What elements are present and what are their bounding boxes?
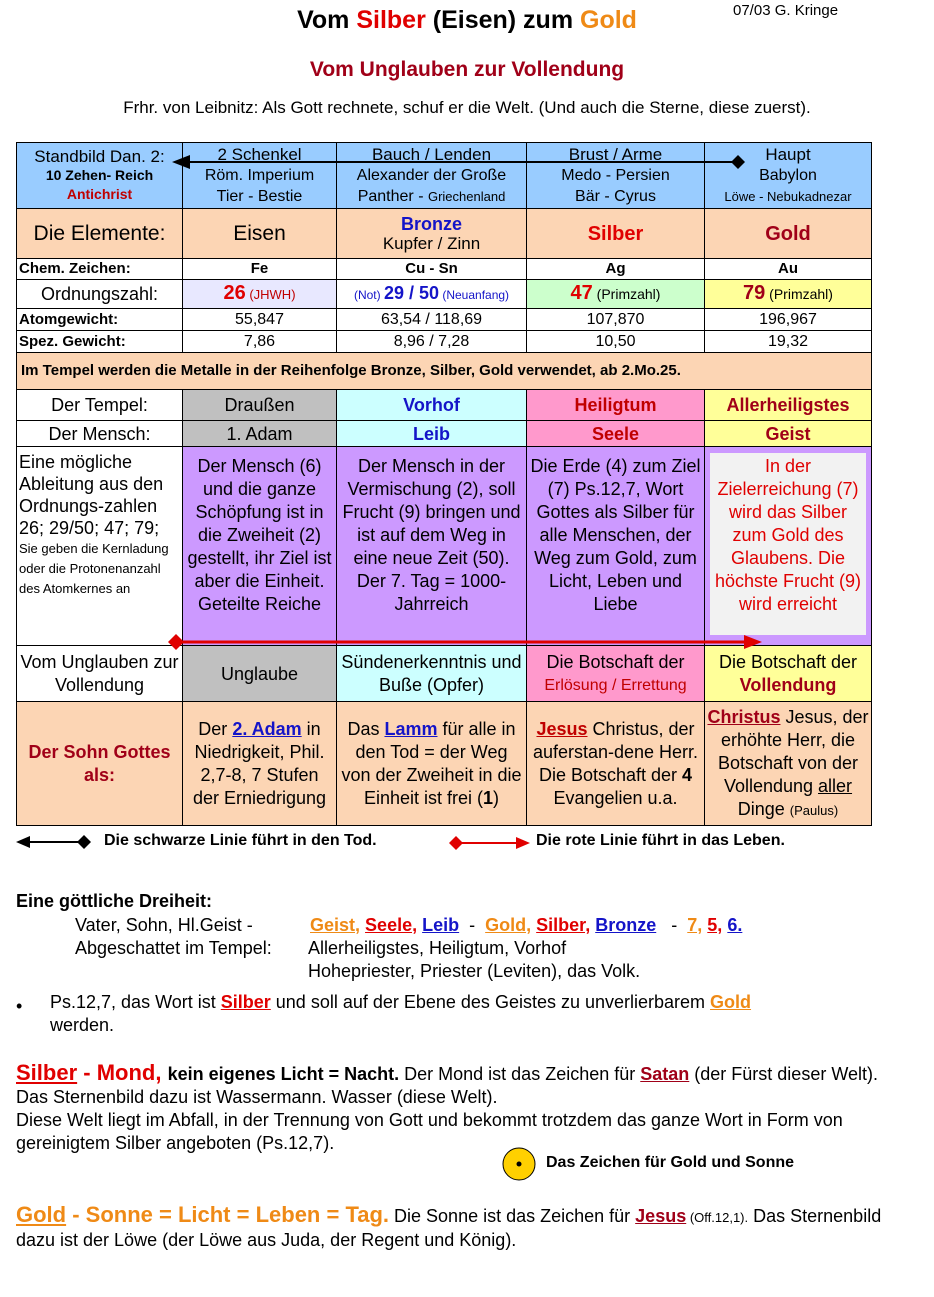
au-num: 79 [743,282,766,304]
bronze-label: Bronze [400,213,462,234]
part: Brust / Arme [568,145,663,164]
silber: Silber, [536,915,591,935]
gold-head: Gold [16,1202,67,1227]
tempel-draussen: Draußen [183,390,337,421]
bullet-text [50,991,900,1037]
bullet-part: und soll auf der Ebene des Geistes zu unverlierbarem [270,992,711,1012]
dreiheit-line3-value: Hohepriester, Priester (Leviten), das Volk. [308,961,641,981]
atom-value: 196,967 [705,309,872,331]
legend-black: Die schwarze Linie führt in den Tod. [104,832,377,849]
number-7: 7, [687,915,703,935]
title-silber: Silber [356,6,426,34]
element-gold: Gold [705,209,872,259]
sonne-head: - Sonne = Licht = Leben = Tag. [66,1202,390,1227]
geist: Geist, [310,915,361,935]
mond-head: - Mond, [77,1060,168,1085]
author-note: 07/03 G. Kringe [733,2,839,19]
legend-red-arrow [449,836,530,850]
silber-text-2: Diese Welt liegt im Abfall, in der Trennung von Gott und bekommt trotzdem das ganze Wort in Form von gereinigtem Silber angeboten (Ps.12,7). [16,1110,843,1153]
seele: Seele, [365,915,418,935]
element-silber: Silber [527,209,705,259]
bullet-silber: Silber [220,992,271,1012]
tempel-allerheiligstes: Allerheiligstes [705,390,872,421]
silber-head: Silber [16,1060,78,1085]
gold-section [16,1203,896,1252]
sohn-c4: Christus Jesus, der erhöhte Herr, die Botschaft von der Vollendung aller Dinge (Paulus) [705,702,872,826]
beast: Bär - Cyrus [575,188,656,205]
empire: Alexander der Große [356,167,507,184]
atom-value: 55,847 [183,309,337,331]
cu-num: 29 / 50 [383,283,439,303]
bronze-sub: Kupfer / Zinn [382,233,481,253]
zehen-reich: 10 Zehen- Reich [45,167,154,183]
off-ref: (Off.12,1). [686,1210,749,1225]
chem-value: Cu - Sn [337,259,527,280]
ableitung-c3: Die Erde (4) zum Ziel (7) Ps.12,7, Wort Gottes als Silber für alle Menschen, der Weg zum Gold, zum Licht, Leben und Liebe [527,447,705,646]
number-6: 6. [727,915,743,935]
empire: Röm. Imperium [204,167,315,184]
bullet-gold: Gold [710,992,752,1012]
ableitung-label: Eine mögliche Ableitung aus den Ordnungs-zahlen 26; 29/50; 47; 79; [19,452,164,538]
ableitung-label-small: Sie geben die Kernladung oder die Protonenanzahl des Atomkernes an [19,541,169,596]
jesus: Jesus [635,1206,687,1226]
dreiheit-line1-values [310,914,742,937]
vollendung: Vollendung [739,674,837,695]
cu-pre: (Not) [353,288,384,302]
mensch-adam: 1. Adam [183,421,337,447]
title-part: (Eisen) zum [425,6,580,34]
beast: Tier - Bestie [216,188,303,205]
elemente-label: Die Elemente: [17,209,183,259]
unglaube-label: Vom Unglauben zur Vollendung [17,646,183,702]
spez-value: 10,50 [527,331,705,353]
bullet-part: werden. [50,1015,115,1035]
tempel-note: Im Tempel werden die Metalle in der Reihenfolge Bronze, Silber, Gold verwendet, ab 2.Mo.25. [17,353,872,390]
mensch-seele: Seele [527,421,705,447]
bronze: Bronze [595,915,657,935]
gold-text: Die Sonne ist das Zeichen für [389,1206,636,1226]
legend-black-arrow [16,835,91,849]
atom-value: 63,54 / 118,69 [337,309,527,331]
fe-note: (JHWH) [245,287,296,302]
part: Haupt [765,145,811,164]
dreiheit-line2-label: Abgeschattet im Tempel: [75,938,272,958]
sohn-label: Der Sohn Gottes als: [17,702,183,826]
number-5: 5, [707,915,723,935]
mensch-leib: Leib [337,421,527,447]
unglaube-c1: Unglaube [183,646,337,702]
black-arrow-in-table [172,155,745,169]
botschaft-label: Die Botschaft der [718,651,858,672]
sohn-c3: Jesus Christus, der auferstan-dene Herr. Die Botschaft der 4 Evangelien u.a. [527,702,705,826]
chem-value: Ag [527,259,705,280]
ableitung-c1: Der Mensch (6) und die ganze Schöpfung ist in die Zweiheit (2) gestellt, ihr Ziel ist aber die Einheit. Geteilte Reiche [183,447,337,646]
cu-note: (Neuanfang) [439,288,510,302]
dreiheit-title: Eine göttliche Dreiheit: [16,891,213,911]
chem-value: Au [705,259,872,280]
bullet-part: Ps.12,7, das Wort ist [50,992,221,1012]
beast: Löwe - Nebukadnezar [724,189,852,204]
red-arrow-in-table [168,634,762,650]
erloesung: Erlösung / Errettung [544,676,687,694]
silber-section [16,1061,896,1155]
part: Bauch / Lenden [371,145,492,164]
mensch-geist: Geist [705,421,872,447]
gold-text: Das Sternenbild dazu ist der Löwe (der Löwe aus Juda, der Regent und König). [16,1206,882,1250]
atom-label: Atomgewicht: [17,309,183,331]
satan: Satan [640,1064,690,1084]
nacht-head: kein eigenes Licht = Nacht. [167,1064,400,1084]
spez-value: 8,96 / 7,28 [337,331,527,353]
ordnung-label: Ordnungszahl: [17,280,183,309]
silber-text: Der Mond ist das Zeichen für [399,1064,641,1084]
leib: Leib [422,915,460,935]
bullet-icon: • [16,996,23,1016]
legend-red: Die rote Linie führt in das Leben. [536,832,785,849]
part: 2 Schenkel [217,145,302,164]
spez-value: 19,32 [705,331,872,353]
au-note: (Primzahl) [765,286,833,302]
dash: - [671,915,678,935]
tempel-label: Der Tempel: [17,390,183,421]
ag-note: (Primzahl) [592,286,661,302]
mensch-label: Der Mensch: [17,421,183,447]
title-part: Vom [297,6,357,34]
dreiheit-line1-label: Vater, Sohn, Hl.Geist - [75,915,253,935]
dash: - [469,915,476,935]
silber-text: (der Fürst dieser Welt). Das Sternenbild dazu ist Wassermann. Wasser (diese Welt). [16,1064,878,1107]
subtitle: Vom Unglauben zur Vollendung [309,58,625,81]
sun-symbol-label: Das Zeichen für Gold und Sonne [546,1154,795,1171]
chem-value: Fe [183,259,337,280]
dreiheit-line2-value: Allerheiligstes, Heiligtum, Vorhof [308,938,567,958]
element-eisen: Eisen [183,209,337,259]
title-gold: Gold [580,6,637,34]
beast-country: Griechenland [427,189,506,204]
ableitung-c2: Der Mensch in der Vermischung (2), soll Frucht (9) bringen und ist auf dem Weg in eine neue Zeit (50). Der 7. Tag = 1000-Jahrreich [337,447,527,646]
beast-name: Panther - [357,188,428,205]
fe-num: 26 [223,282,246,304]
botschaft-label: Die Botschaft der [546,651,685,672]
ag-num: 47 [570,282,593,304]
tempel-heiligtum: Heiligtum [527,390,705,421]
sohn-c2: Das Lamm für alle in den Tod = der Weg von der Zweiheit in die Einheit ist frei (1) [337,702,527,826]
unglaube-c2: Sündenerkenntnis und Buße (Opfer) [337,646,527,702]
sohn-c1: Der 2. Adam in Niedrigkeit, Phil. 2,7-8, 7 Stufen der Erniedrigung [183,702,337,826]
antichrist: Antichrist [66,186,133,202]
tempel-vorhof: Vorhof [337,390,527,421]
empire: Babylon [759,167,817,184]
leibnitz-quote: Frhr. von Leibnitz: Als Gott rechnete, schuf er die Welt. (Und auch die Sterne, diese zuerst). [123,98,811,117]
spez-value: 7,86 [183,331,337,353]
gold: Gold, [485,915,532,935]
chem-label: Chem. Zeichen: [17,259,183,280]
ableitung-c4: In der Zielerreichung (7) wird das Silber zum Gold des Glaubens. Die höchste Frucht (9) wird erreicht [710,453,866,635]
standbild-label: Standbild Dan. 2: [34,147,165,166]
spez-label: Spez. Gewicht: [17,331,183,353]
empire: Medo - Persien [561,167,670,184]
atom-value: 107,870 [527,309,705,331]
